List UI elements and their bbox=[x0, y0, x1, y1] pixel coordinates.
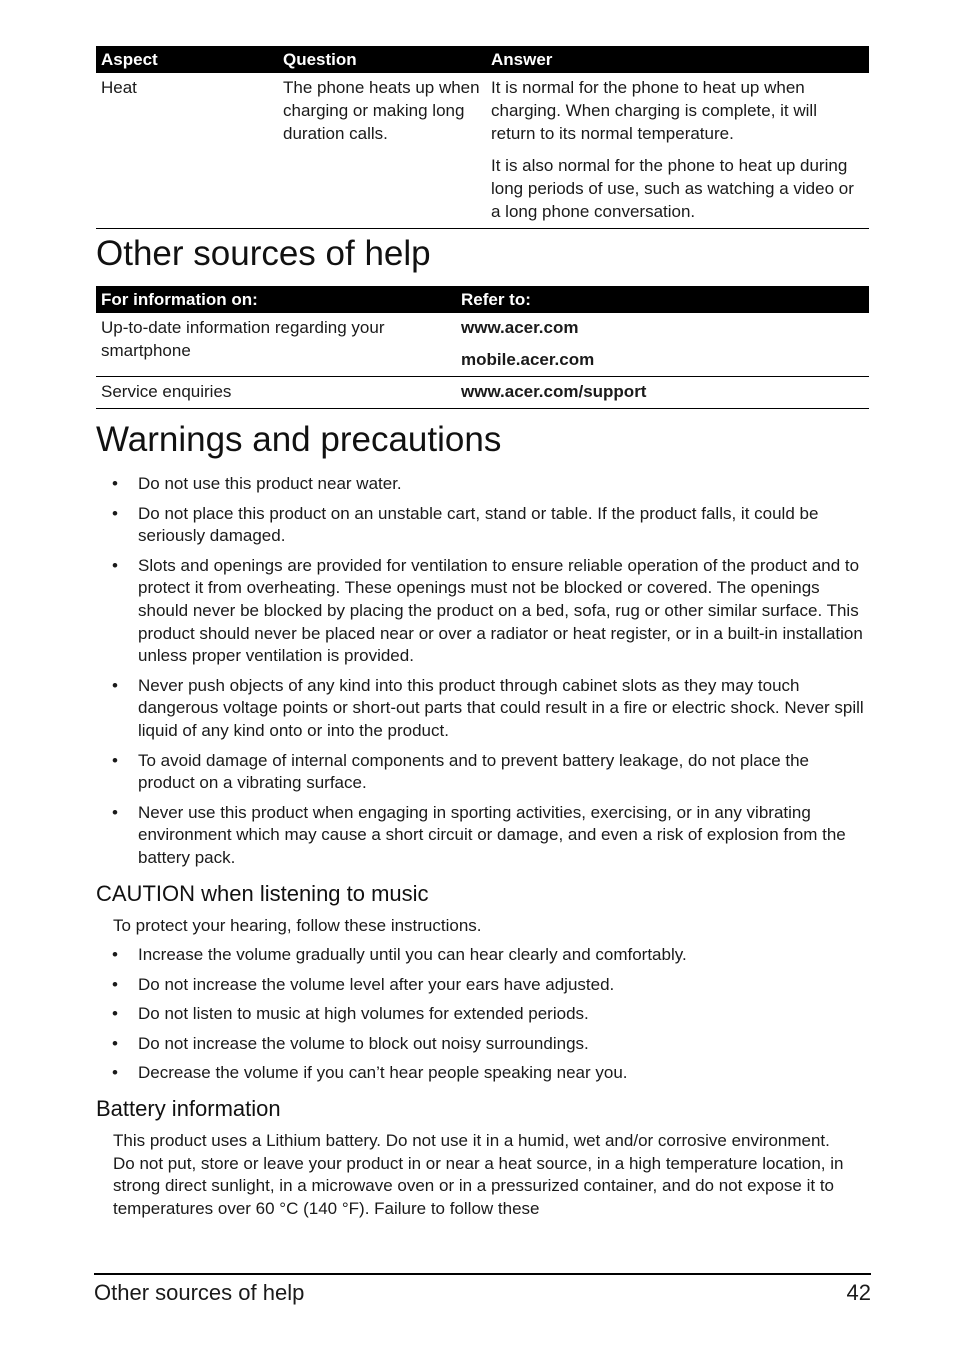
list-item bbox=[96, 944, 869, 967]
list-item-text: Never push objects of any kind into this product through cabinet slots as they may touch dangerous voltage points or short-out parts that could result in a fire or electric shock. Never spill liquid of any kind onto or into the product. bbox=[138, 675, 864, 740]
table-row bbox=[96, 313, 869, 377]
faq-question-cell: The phone heats up when charging or making long duration calls. bbox=[278, 73, 486, 229]
list-item-text: To avoid damage of internal components and to prevent battery leakage, do not place the product on a vibrating surface. bbox=[138, 750, 810, 793]
help-links-cell bbox=[456, 377, 869, 409]
subsection-title-caution: CAUTION when listening to music bbox=[96, 880, 429, 906]
faq-aspect-cell: Heat bbox=[96, 73, 278, 229]
bullet-glyph: • bbox=[112, 503, 118, 523]
bullet-glyph: • bbox=[112, 675, 118, 695]
section-title-warnings: Warnings and precautions bbox=[96, 420, 502, 459]
page-footer bbox=[94, 1273, 871, 1306]
list-item-text: Slots and openings are provided for ventilation to ensure reliable operation of the product and to protect it from overheating. These openings must not be blocked or covered. The openings should never be blocked by placing the product on a bed, sofa, rug or other similar surface. This product should never be placed near or over a radiator or heat register, or in a built-in installation unless proper ventilation is provided. bbox=[138, 555, 863, 666]
page-content bbox=[96, 46, 869, 1220]
acer-website-link[interactable]: www.acer.com bbox=[461, 318, 579, 337]
list-item-text: Do not use this product near water. bbox=[138, 474, 402, 493]
bullet-glyph: • bbox=[112, 1063, 118, 1083]
page-number: 42 bbox=[846, 1280, 871, 1305]
list-item bbox=[96, 750, 869, 795]
bullet-glyph: • bbox=[112, 474, 118, 493]
bullet-glyph: • bbox=[112, 802, 118, 822]
faq-table bbox=[96, 46, 869, 229]
list-item-text: Do not listen to music at high volumes for extended periods. bbox=[138, 1004, 589, 1024]
warnings-list bbox=[96, 473, 869, 870]
help-header-refer: Refer to: bbox=[456, 286, 869, 313]
battery-paragraph: This product uses a Lithium battery. Do not use it in a humid, wet and/or corrosive environment. Do not put, store or leave your product in or near a heat source, in a high temperature location, in strong direct sunlight, in a microwave oven or in a pressurized container, and do not expose it to temperatures over 60 °C (140 °F). Failure to follow these bbox=[113, 1131, 844, 1218]
list-item bbox=[96, 974, 869, 997]
faq-header-aspect: Aspect bbox=[96, 46, 278, 73]
help-info-cell: Up-to-date information regarding your smartphone bbox=[96, 313, 456, 377]
list-item-text: Increase the volume gradually until you can hear clearly and comfortably. bbox=[138, 945, 687, 965]
list-item bbox=[96, 802, 869, 870]
caution-intro: To protect your hearing, follow these instructions. bbox=[113, 915, 482, 935]
list-item-text: Do not place this product on an unstable cart, stand or table. If the product falls, it could be seriously damaged. bbox=[138, 503, 819, 546]
list-item-text: Decrease the volume if you can’t hear people speaking near you. bbox=[138, 1063, 628, 1083]
bullet-glyph: • bbox=[112, 974, 118, 994]
bullet-glyph: • bbox=[112, 1004, 118, 1024]
subsection-title-battery: Battery information bbox=[96, 1096, 281, 1122]
list-item-text: Do not increase the volume level after your ears have adjusted. bbox=[138, 974, 615, 994]
list-item-text: Do not increase the volume to block out noisy surroundings. bbox=[138, 1033, 589, 1053]
help-header-row bbox=[96, 286, 869, 313]
help-links-cell bbox=[456, 313, 869, 377]
list-item bbox=[96, 473, 869, 496]
acer-mobile-link[interactable]: mobile.acer.com bbox=[461, 350, 595, 369]
footer-section-name: Other sources of help bbox=[94, 1280, 305, 1305]
faq-header-answer: Answer bbox=[486, 46, 869, 73]
help-table bbox=[96, 286, 869, 409]
section-title-help: Other sources of help bbox=[96, 234, 431, 273]
faq-header-question: Question bbox=[278, 46, 486, 73]
bullet-glyph: • bbox=[112, 750, 118, 770]
list-item-text: Never use this product when engaging in sporting activities, exercising, or in any vibrating environment which may cause a short circuit or damage, and even a risk of explosion from the battery pack. bbox=[138, 802, 846, 867]
table-row bbox=[96, 73, 869, 229]
bullet-glyph: • bbox=[112, 945, 118, 965]
list-item bbox=[96, 555, 869, 668]
table-row bbox=[96, 377, 869, 409]
list-item bbox=[96, 1062, 869, 1085]
list-item bbox=[96, 1003, 869, 1026]
bullet-glyph: • bbox=[112, 555, 118, 575]
list-item bbox=[96, 1033, 869, 1056]
faq-answer-cell bbox=[486, 73, 869, 229]
help-header-info: For information on: bbox=[96, 286, 456, 313]
bullet-glyph: • bbox=[112, 1033, 118, 1053]
caution-list bbox=[96, 944, 869, 1085]
faq-answer-paragraph: It is also normal for the phone to heat up during long periods of use, such as watching a video or a long phone conversation. bbox=[491, 156, 854, 221]
faq-answer-paragraph: It is normal for the phone to heat up when charging. When charging is complete, it will return to its normal temperature. bbox=[491, 78, 817, 143]
list-item bbox=[96, 503, 869, 548]
list-item bbox=[96, 675, 869, 743]
acer-support-link[interactable]: www.acer.com/support bbox=[461, 382, 647, 401]
faq-header-row bbox=[96, 46, 869, 73]
help-info-cell: Service enquiries bbox=[96, 377, 456, 409]
